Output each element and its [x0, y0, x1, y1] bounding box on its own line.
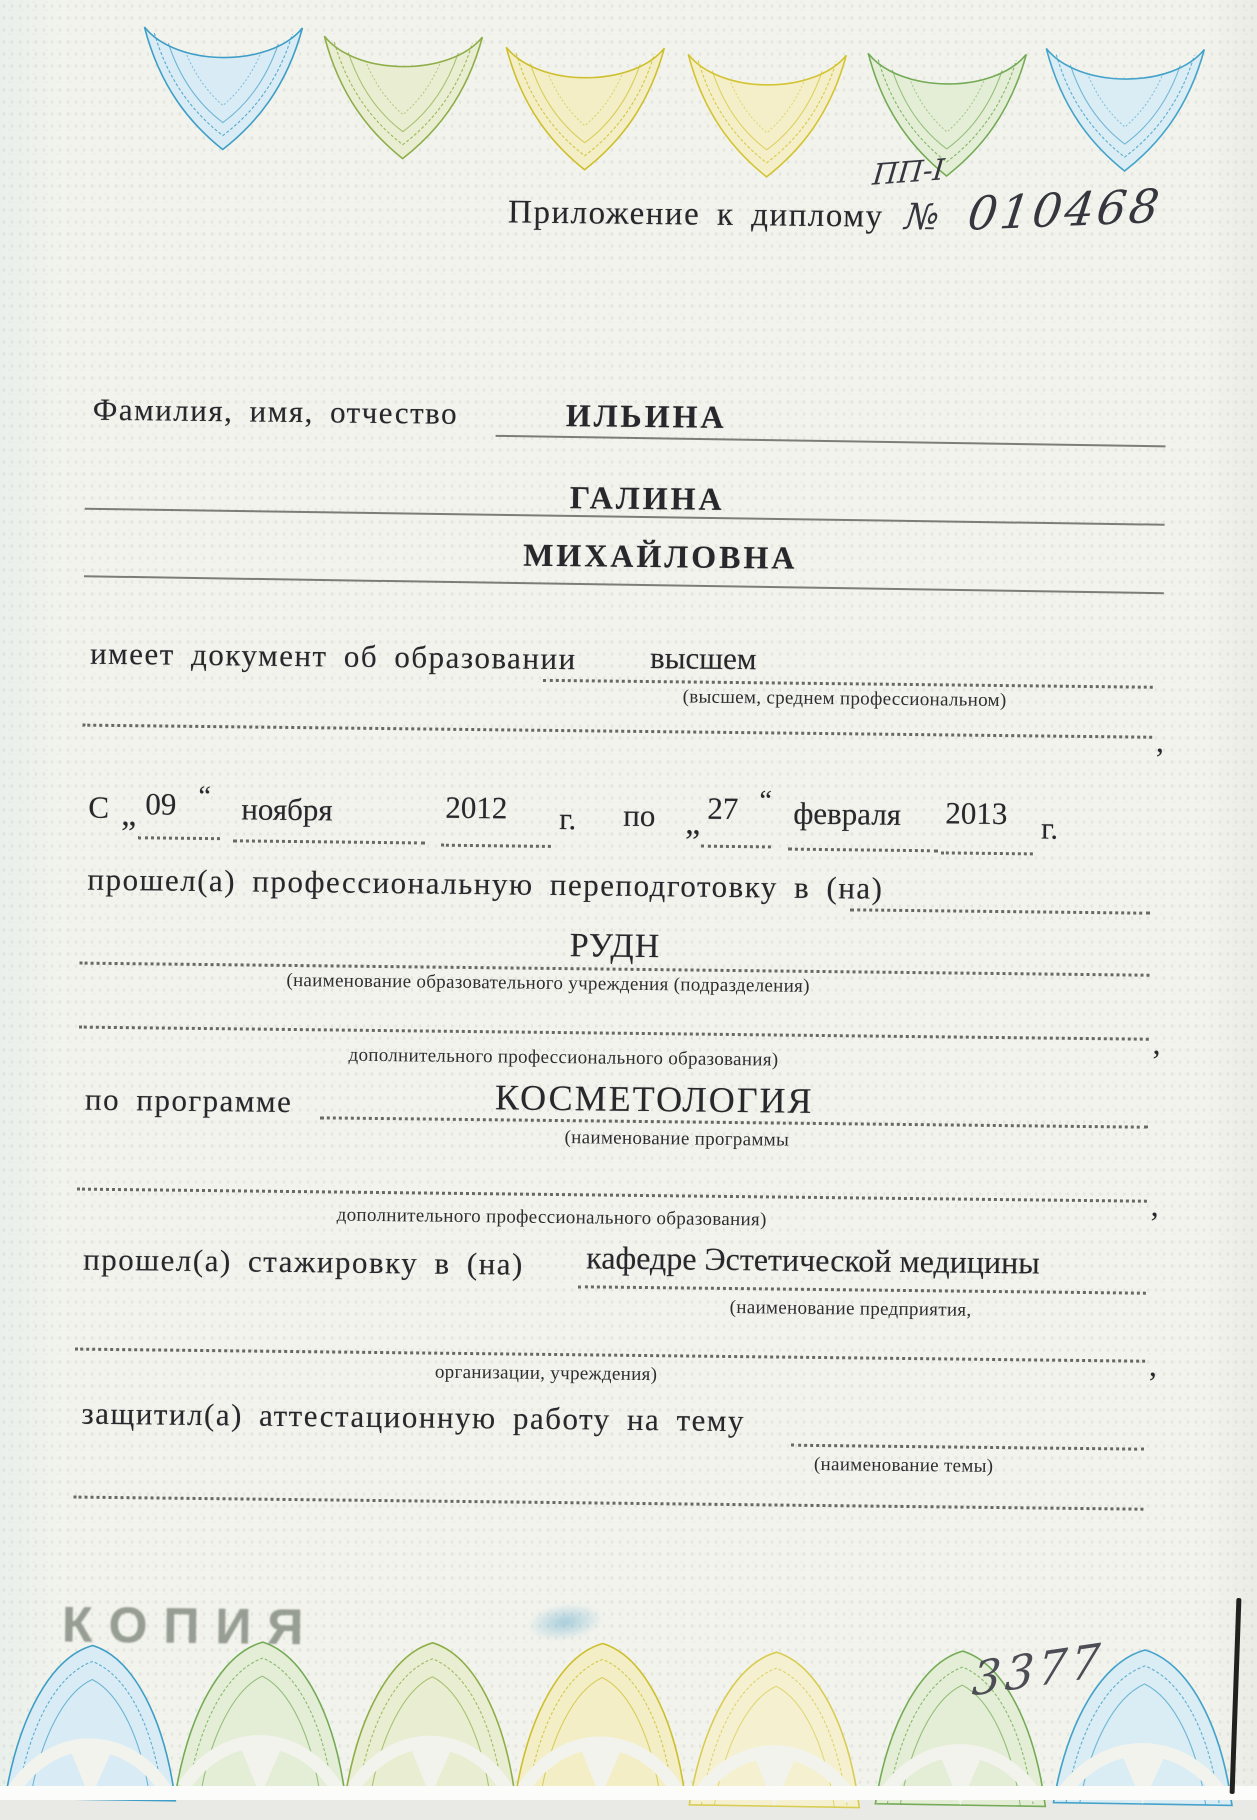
period-open-quote-1: „ — [121, 796, 137, 834]
period-close-quote-1: “ — [198, 780, 212, 813]
internship-dotted-line — [578, 1285, 1146, 1294]
line-comma-3: , — [1150, 1187, 1159, 1223]
internship-value: кафедре Эстетической медицины — [586, 1239, 1040, 1281]
institution-hint-2: дополнительного профессионального образования) — [348, 1044, 779, 1071]
period-to-day: 27 — [707, 790, 739, 827]
document-title: Приложение к диплому — [507, 194, 884, 235]
page-number-handwritten: 3377 — [970, 1632, 1106, 1707]
from-month-dotted — [233, 839, 425, 844]
period-close-quote-2: “ — [759, 785, 773, 817]
institution-hint-1: (наименование образовательного учреждения (подразделения) — [286, 969, 810, 997]
internship-hint-1: (наименование предприятия, — [729, 1296, 972, 1321]
period-from-year: 2012 — [445, 789, 508, 826]
scanner-bottom-edge — [0, 1786, 1257, 1800]
line-comma-1: , — [1155, 723, 1165, 759]
internship-hint-2: организации, учреждения) — [434, 1361, 658, 1386]
patronymic-underline — [84, 575, 1164, 594]
line-comma-2: , — [1152, 1025, 1161, 1061]
blank-dotted-line-4 — [75, 1348, 1145, 1363]
program-hint-2: дополнительного профессионального образования) — [336, 1204, 767, 1231]
period-to-year: 2013 — [945, 795, 1008, 832]
internship-label: прошел(а) стажировку в (на) — [83, 1241, 525, 1282]
retraining-label: прошел(а) профессиональную переподготовку в (на) — [87, 861, 884, 906]
ink-smudge — [527, 1601, 603, 1644]
to-year-dotted — [941, 851, 1033, 855]
number-sign: № — [902, 196, 942, 239]
line-comma-4: , — [1148, 1347, 1158, 1383]
period-open-quote-2: „ — [684, 804, 701, 842]
surname-underline — [496, 435, 1166, 448]
institution-value: РУДН — [569, 927, 661, 966]
blank-dotted-line-2 — [79, 1026, 1149, 1041]
period-from-day: 09 — [145, 786, 177, 822]
copy-watermark: КОПИЯ — [61, 1596, 320, 1656]
education-hint: (высшем, среднем профессиональном) — [682, 686, 1007, 712]
patronymic-value: МИХАЙЛОВНА — [523, 536, 798, 576]
program-value: КОСМЕТОЛОГИЯ — [494, 1077, 814, 1121]
period-year-abbr-1: г. — [559, 801, 577, 837]
to-month-dotted — [788, 848, 938, 853]
program-hint-1: (наименование программы — [564, 1127, 790, 1151]
thesis-label: защитил(а) аттестационную работу на тему — [81, 1395, 746, 1439]
blank-dotted-line-5 — [73, 1496, 1143, 1511]
number-handwritten: 010468 — [964, 178, 1166, 241]
blank-dotted-line-1 — [82, 724, 1152, 739]
given-name-value: ГАЛИНА — [569, 479, 725, 517]
from-day-dotted — [138, 836, 220, 840]
thesis-hint: (наименование темы) — [813, 1453, 994, 1477]
period-to-label: по — [623, 797, 656, 834]
education-value: высшем — [649, 640, 757, 677]
period-from-month: ноября — [241, 791, 333, 828]
period-to-month: февраля — [793, 795, 902, 832]
surname-value: ИЛЬИНА — [565, 397, 727, 435]
education-label: имеет документ об образовании — [89, 635, 577, 677]
name-label: Фамилия, имя, отчество — [92, 391, 459, 431]
period-year-abbr-2: г. — [1040, 810, 1059, 846]
period-prefix: С — [88, 789, 110, 825]
blank-dotted-line-3 — [77, 1188, 1147, 1203]
education-dotted-line — [543, 679, 1153, 689]
to-day-dotted — [701, 845, 771, 849]
program-label: по программе — [84, 1081, 293, 1120]
retraining-trailing-dotted — [850, 908, 1150, 914]
from-year-dotted — [441, 844, 551, 848]
thesis-trailing-dotted — [791, 1444, 1144, 1451]
series-handwritten: ПП-I — [870, 152, 947, 192]
